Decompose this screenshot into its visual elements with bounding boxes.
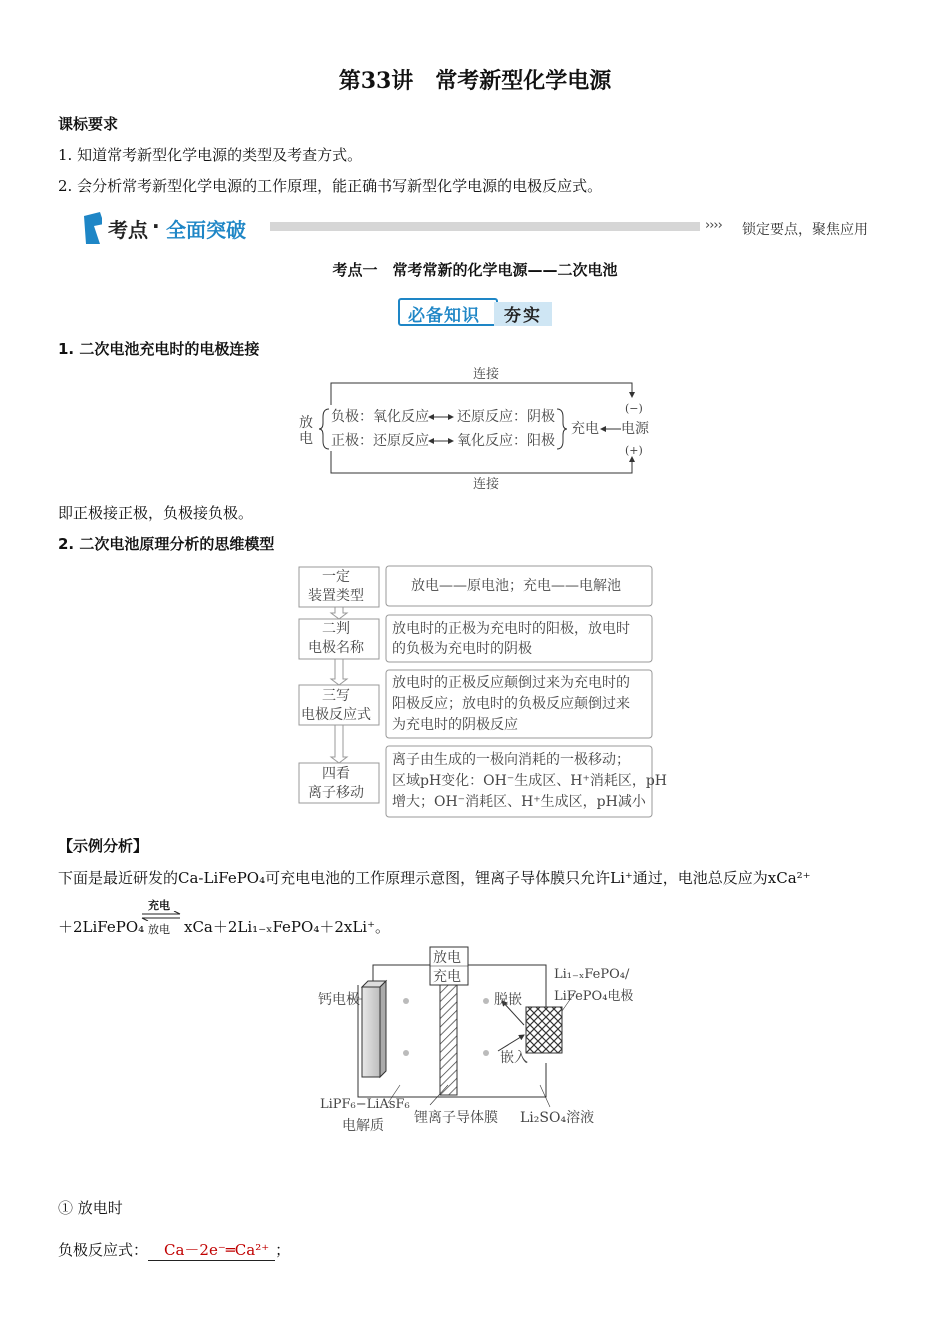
insert-label: 嵌入 — [500, 1050, 528, 1066]
step1-content-1: 放电——原电池；充电——电解池 — [411, 578, 621, 594]
calcium-electrode-label: 钙电极 — [318, 992, 360, 1008]
right-electrode-label-1: Li₁₋ₓFePO₄/ — [554, 967, 630, 982]
step4-label-1: 四看 — [322, 766, 350, 782]
step4-content-3: 增大；OH⁻消耗区、H⁺生成区，pH减小 — [392, 794, 646, 810]
step3-content-2: 阳极反应；放电时的负极反应颠倒过来 — [392, 696, 630, 712]
electrolyte-label-2: 电解质 — [342, 1118, 384, 1134]
right-electrode-label-2: LiFePO₄电极 — [554, 989, 634, 1004]
section1-heading — [58, 338, 259, 359]
knowledge-badge-right: 夯实 — [504, 306, 542, 326]
banner-tab — [80, 210, 270, 244]
example-intro: 下面是最近研发的Ca-LiFePO₄可充电电池的工作原理示意图，锂离子导体膜只允许Li⁺通过，电池总反应为xCa²⁺ — [58, 869, 811, 887]
banner-bar — [270, 222, 700, 231]
curriculum-heading: 课标要求 — [58, 115, 119, 133]
diagram-row1-left: 负极：氧化反应 — [331, 409, 429, 425]
negative-label: 负极反应式： — [58, 1241, 149, 1259]
diagram-row1-right: 还原反应：阴极 — [457, 409, 555, 425]
diagram-plus: (+) — [625, 444, 643, 457]
section1-number: 1. — [58, 340, 75, 358]
switch-discharge: 放电 — [433, 950, 461, 966]
knowledge-badge-left: 必备知识 — [408, 306, 480, 326]
step2-content-1: 放电时的正极为充电时的阳极，放电时 — [392, 621, 630, 637]
step3-content-1: 放电时的正极反应颠倒过来为充电时的 — [392, 675, 630, 691]
step3-label-1: 三写 — [322, 688, 350, 704]
negative-answer: Ca－2e⁻═Ca²⁺ — [148, 1240, 275, 1261]
step1-label-1: 一定 — [322, 569, 350, 585]
step2-content-2: 的负极为充电时的阴极 — [392, 641, 532, 657]
curriculum-item-2: 2. 会分析常考新型化学电源的工作原理，能正确书写新型化学电源的电极反应式。 — [58, 177, 603, 195]
electrolyte-label-1: LiPF₆−LiAsF₆ — [320, 1097, 410, 1112]
diagram-bottom-label: 连接 — [473, 477, 500, 492]
section1-title: 二次电池充电时的电极连接 — [79, 340, 260, 358]
section2-heading — [58, 533, 274, 554]
battery-cell-diagram — [318, 945, 648, 1135]
equation-bottom-label: 放电 — [148, 923, 170, 936]
equation-left: ＋2LiFePO₄ — [58, 918, 145, 936]
diagram-row2-right: 氧化反应：阳极 — [457, 433, 555, 449]
diagram-discharge-2: 电 — [299, 431, 313, 447]
diagram-discharge-1: 放 — [299, 415, 313, 431]
switch-charge: 充电 — [433, 969, 461, 985]
example-heading: 【示例分析】 — [58, 837, 149, 855]
reaction-equation — [58, 895, 458, 940]
equation-right: xCa＋2Li₁₋ₓFePO₄＋2xLi⁺。 — [184, 918, 391, 936]
section2-number: 2. — [58, 535, 75, 553]
curriculum-item-1: 1. 知道常考新型化学电源的类型及考查方式。 — [58, 146, 363, 164]
banner-right-text: 锁定要点，聚焦应用 — [742, 222, 868, 238]
step1-label-2: 装置类型 — [308, 588, 364, 604]
page-title: 第33讲 常考新型化学电源 — [338, 68, 612, 94]
diagram-source: 电源 — [621, 421, 649, 437]
membrane-label: 锂离子导体膜 — [414, 1110, 498, 1126]
section2-title: 二次电池原理分析的思维模型 — [79, 535, 275, 553]
banner-tab-part1: 考点 — [108, 218, 148, 242]
negative-tail: ； — [275, 1241, 291, 1259]
negative-reaction-line — [58, 1240, 290, 1261]
question-1: ① 放电时 — [58, 1199, 123, 1217]
electrode-connection-diagram — [295, 365, 665, 495]
step4-label-2: 离子移动 — [308, 785, 364, 801]
equation-top-label: 充电 — [148, 899, 170, 912]
step2-label-1: 二判 — [322, 621, 350, 637]
release-label: 脱嵌 — [494, 992, 522, 1008]
banner-arrows-icon: ›››› — [705, 218, 722, 233]
step4-content-1: 离子由生成的一极向消耗的一极移动； — [392, 752, 630, 768]
banner-tab-dot: · — [152, 214, 160, 238]
section1-conclusion: 即正极接正极，负极接负极。 — [58, 504, 254, 522]
step3-label-2: 电极反应式 — [301, 707, 371, 723]
diagram-row2-left: 正极：还原反应 — [331, 433, 429, 449]
diagram-minus: (−) — [625, 402, 643, 415]
thinking-model-diagram — [298, 565, 668, 820]
solution-label: Li₂SO₄溶液 — [520, 1110, 595, 1126]
step2-label-2: 电极名称 — [308, 640, 364, 656]
knowledge-badge — [398, 298, 554, 328]
equilibrium-arrow-icon — [140, 911, 182, 921]
banner-tab-part2: 全面突破 — [166, 218, 246, 242]
diagram-top-label: 连接 — [473, 367, 500, 382]
step3-content-3: 为充电时的阴极反应 — [392, 717, 518, 733]
step4-content-2: 区域pH变化：OH⁻生成区、H⁺消耗区，pH — [392, 773, 668, 789]
diagram-charge: 充电 — [571, 421, 599, 437]
topic-title: 考点一 常考常新的化学电源——二次电池 — [332, 261, 618, 279]
